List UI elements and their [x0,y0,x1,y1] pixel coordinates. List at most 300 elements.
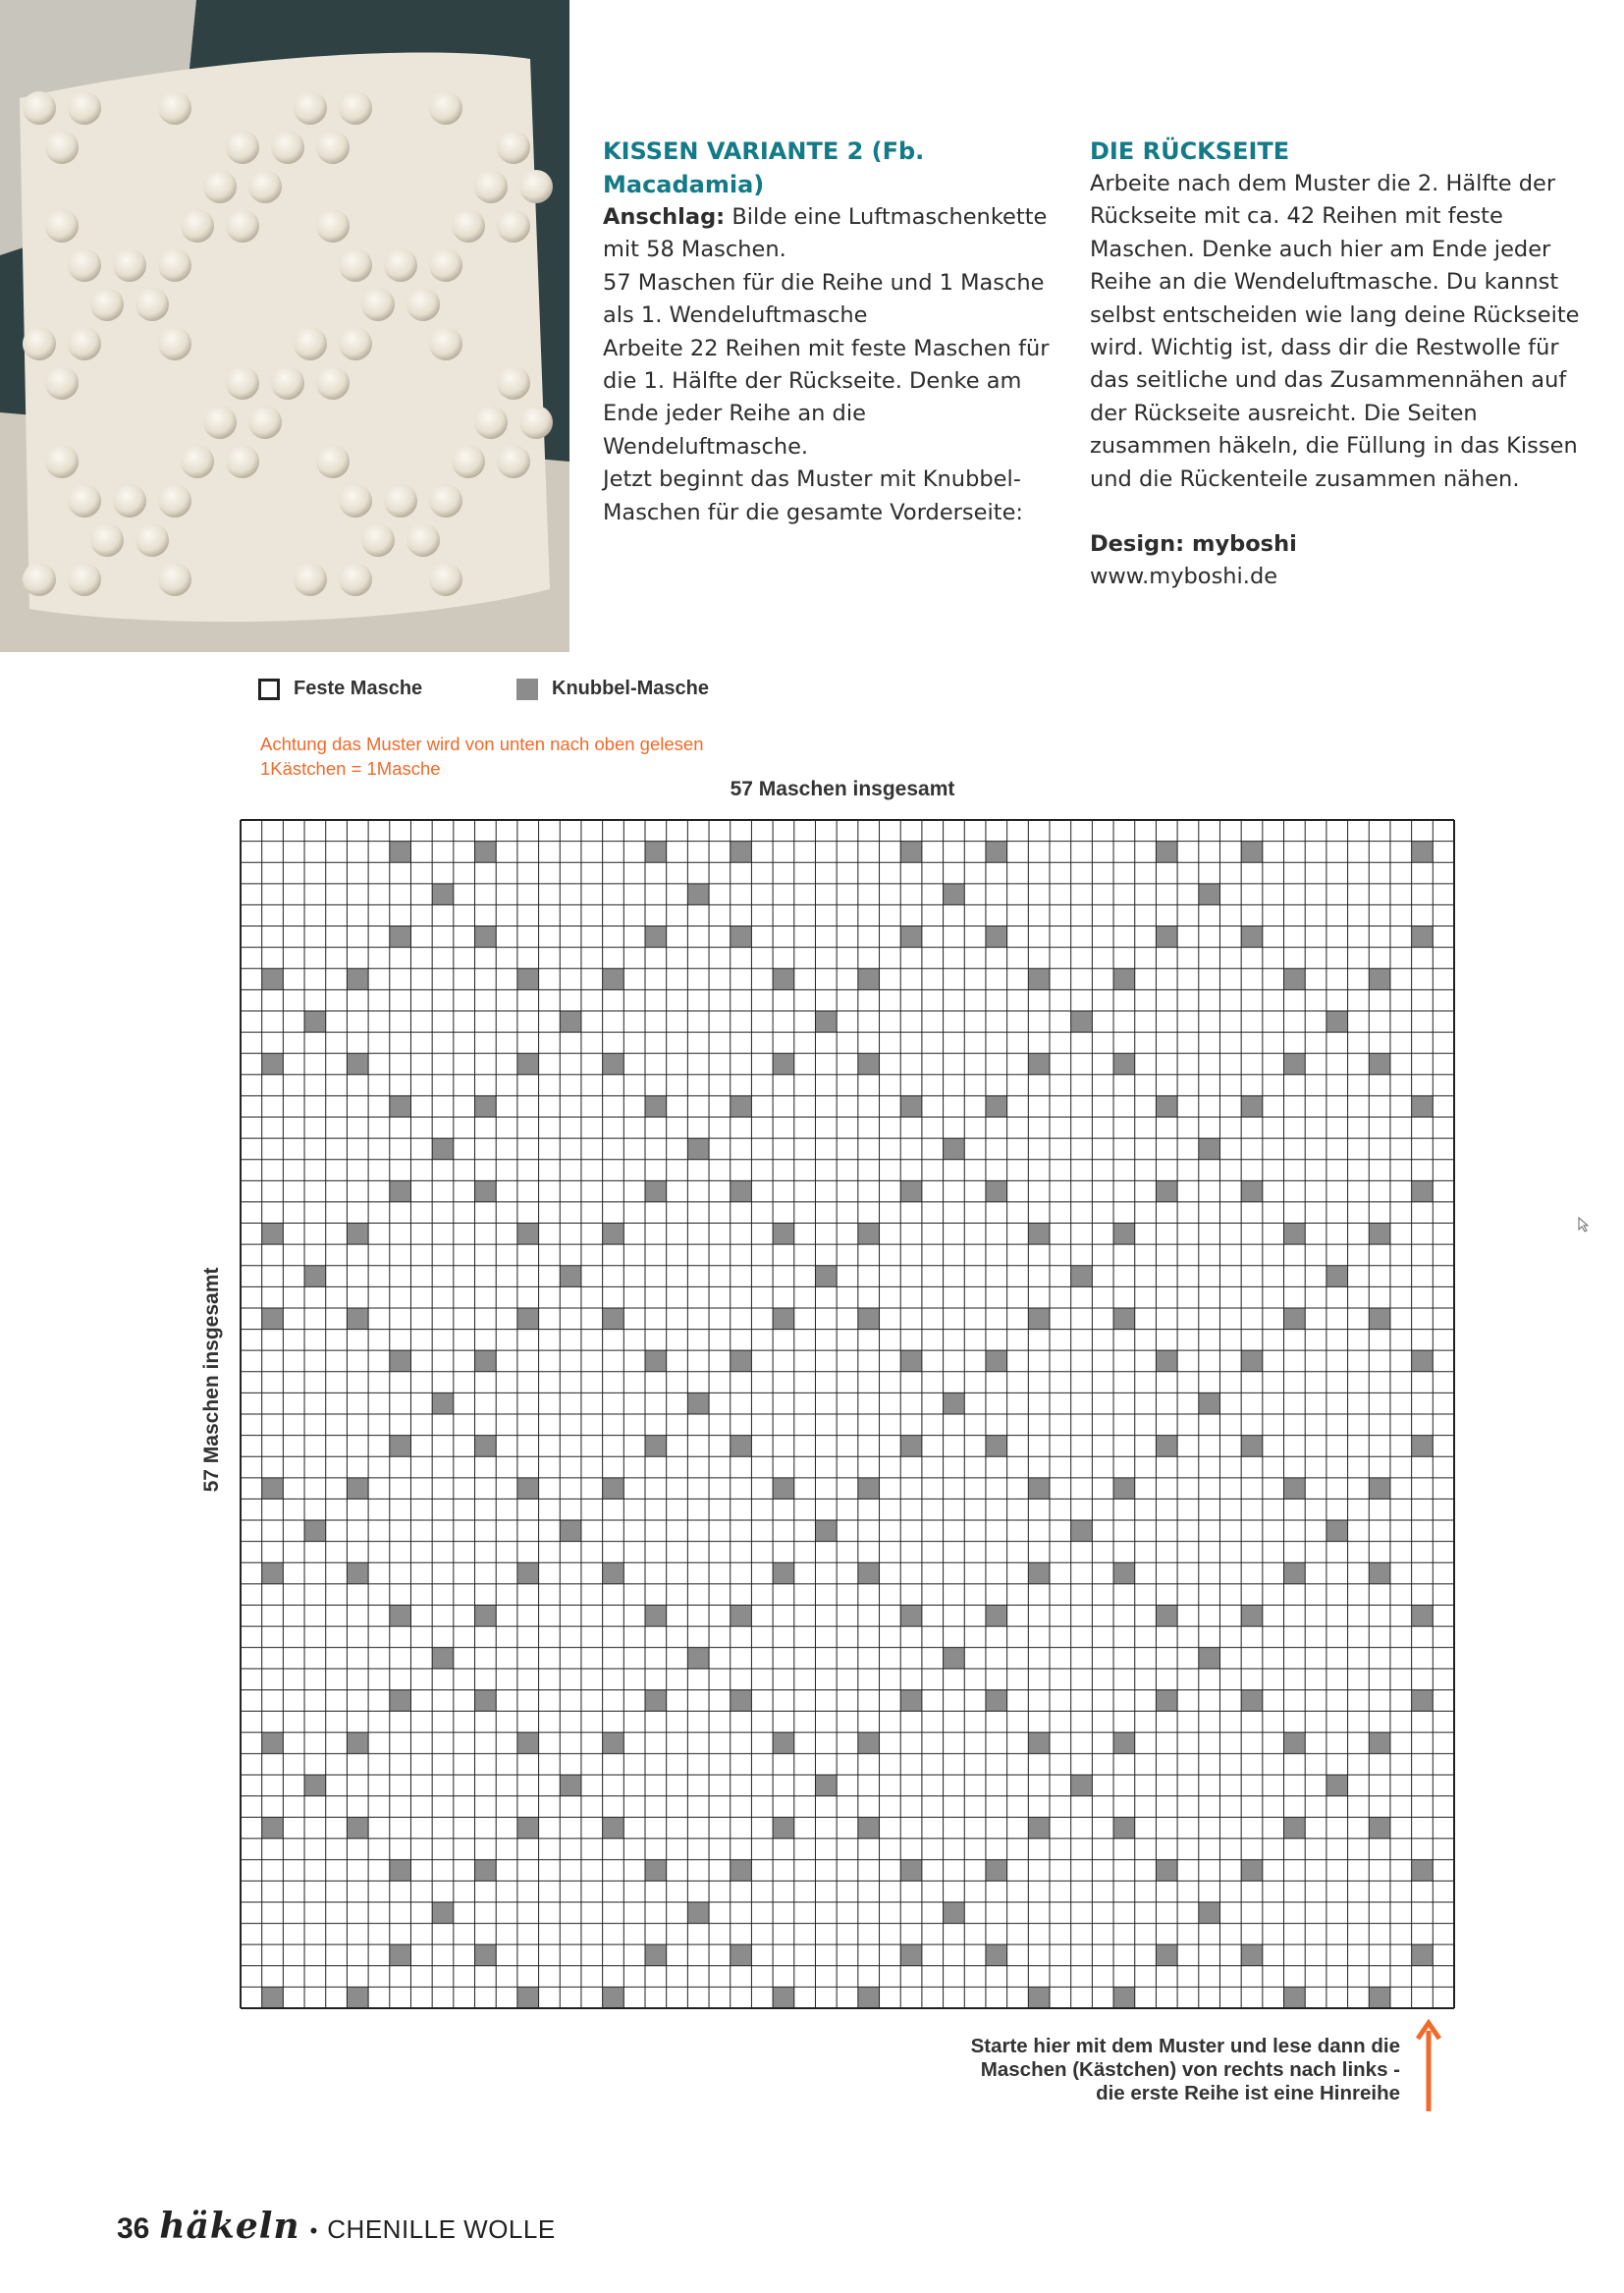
knubbel-cell [645,1860,667,1882]
knubbel-cell [1326,1520,1348,1542]
bobble [158,327,191,360]
knubbel-cell [304,1774,326,1796]
bobble [158,248,191,282]
bobble [248,406,282,439]
cast-on-paragraph [603,201,1064,267]
knubbel-cell [262,968,284,990]
bobble [23,327,56,360]
knubbel-cell [475,1605,497,1626]
knubbel-cell [645,1605,667,1626]
knubbel-cell [1412,1860,1434,1882]
knubbel-cell [731,1605,752,1626]
bobble [68,484,101,518]
paragraph: Arbeite 22 Reihen mit feste Maschen für die 1. Hälfte der Rückseite. Denke am Ende jeder Reihe an die Wendeluftmasche. [603,335,1050,460]
knubbel-cell [347,1224,368,1245]
bobble [45,209,79,243]
legend-label: Feste Masche [294,678,423,699]
knubbel-cell [304,1520,326,1542]
knubbel-cell [262,1562,284,1584]
bobble [226,366,259,400]
knubbel-cell [815,1774,837,1796]
knubbel-cell [1156,1690,1177,1712]
bobble [135,523,169,557]
legend-label: Knubbel-Masche [552,678,710,699]
knubbel-cell [262,1478,284,1500]
knubbel-cell [475,1436,497,1457]
knubbel-cell [1113,1818,1135,1839]
knubbel-cell [1199,1902,1220,1924]
knubbel-cell [390,1860,411,1882]
bobble [113,248,146,282]
knubbel-cell [986,1944,1007,1966]
instruction-line: Starte hier mit dem Muster und lese dann die [970,2035,1400,2057]
knubbel-cell [1156,1350,1177,1372]
bobble [339,91,372,125]
knubbel-cell [944,1902,965,1924]
knubbel-cell [986,1605,1007,1626]
knubbel-cell [731,842,752,863]
bobble [316,366,350,400]
knubbel-cell [603,1732,624,1754]
bobble [429,91,462,125]
knubbel-cell [517,968,539,990]
knubbel-cell [687,1392,709,1414]
knubbel-cell [1284,1732,1306,1754]
knubbel-cell [1241,1605,1263,1626]
knubbel-cell [262,1054,284,1075]
knubbel-cell [1412,1180,1434,1202]
knubbel-cell [347,1987,368,2008]
knubbel-cell [1028,968,1050,990]
bobble [406,288,440,321]
knubbel-cell [1241,1180,1263,1202]
knubbel-cell [773,1224,794,1245]
knubbel-cell [1241,1690,1263,1712]
knubbel-cell [1326,1266,1348,1287]
knubbel-cell [603,1818,624,1839]
bobble [497,366,530,400]
knubbel-cell [603,1478,624,1500]
knubbel-cell [900,926,922,948]
bobble [519,406,553,439]
knubbel-cell [517,1478,539,1500]
knubbel-cell [432,1138,454,1160]
bobble [68,91,101,125]
knubbel-cell [858,1818,880,1839]
design-label: Design: myboshi [1090,531,1297,558]
bobble [158,563,191,596]
knubbel-cell [986,842,1007,863]
knubbel-cell [645,1180,667,1202]
bobble [45,131,79,164]
mouse-cursor-icon [1578,1217,1590,1232]
knubbel-cell [1412,1944,1434,1966]
paragraph: Arbeite nach dem Muster die 2. Hälfte der Rückseite mit ca. 42 Reihen mit feste Maschen. Denke auch hier am Ende jeder Reihe an die Wendeluftmasche. Du kannst selbst entscheiden wie lang deine Rückseite wird. Wichtig ist, dass dir die Restwolle für das seitliche und das Zusammennähen auf der Rückseite ausreicht. Die Seiten zusammen häkeln, die Füllung in das Kissen und die Rückenteile zusammen nähen. [1090,171,1580,492]
separator-dot: • [309,2218,318,2243]
knubbel-cell [687,1902,709,1924]
knubbel-cell [1369,1732,1390,1754]
knubbel-cell [944,1138,965,1160]
knubbel-cell [1028,1224,1050,1245]
bobble [474,170,508,203]
knubbel-cell [986,1690,1007,1712]
bobble [203,170,237,203]
knubbel-cell [1369,1818,1390,1839]
section-pillow-variant-2 [603,135,1064,529]
knubbel-cell [687,884,709,905]
knubbel-cell [517,1818,539,1839]
bobble [135,288,169,321]
knubbel-cell [1113,1987,1135,2008]
knubbel-cell [1113,1054,1135,1075]
bobble [90,288,124,321]
knubbel-cell [1369,1054,1390,1075]
knubbel-cell [858,1478,880,1500]
knubbel-cell [1156,1860,1177,1882]
legend-item-knubbel [516,678,709,700]
knubbel-cell [390,1605,411,1626]
knubbel-cell [1028,1562,1050,1584]
bobble [68,248,101,282]
knubbel-cell [560,1774,581,1796]
knubbel-cell [560,1266,581,1287]
bobble [452,209,485,243]
knubbel-cell [1199,884,1220,905]
paragraph: Jetzt beginnt das Muster mit Knubbel-Maschen für die gesamte Vorderseite: [603,466,1023,525]
knubbel-cell [1369,1224,1390,1245]
knubbel-cell [475,1096,497,1118]
instruction-line: die erste Reihe ist eine Hinreihe [1096,2082,1400,2104]
page-number: 36 [117,2212,150,2245]
knubbel-cell [1369,1478,1390,1500]
knubbel-cell [475,926,497,948]
section-heading: KISSEN VARIANTE 2 (Fb. Macadamia) [603,137,925,198]
knubbel-cell [347,1478,368,1500]
knubbel-cell [731,1180,752,1202]
instruction-line: Maschen (Kästchen) von rechts nach links - [980,2058,1400,2081]
knubbel-cell [900,842,922,863]
knubbel-cell [262,1224,284,1245]
knubbel-cell [986,1096,1007,1118]
empty-square-icon [258,679,280,700]
section-name: CHENILLE WOLLE [327,2214,556,2244]
bobble [339,327,372,360]
bobble [226,131,259,164]
knubbel-cell [1284,1054,1306,1075]
design-credit [1090,528,1581,561]
knubbel-cell [1284,1987,1306,2008]
knubbel-cell [731,1860,752,1882]
knubbel-cell [475,1180,497,1202]
knubbel-cell [390,926,411,948]
knubbel-cell [1369,1562,1390,1584]
knubbel-cell [1241,1860,1263,1882]
knubbel-cell [1156,1436,1177,1457]
start-instructions [890,2035,1400,2105]
knubbel-cell [390,1096,411,1118]
knubbel-cell [858,1308,880,1330]
knubbel-cell [815,1520,837,1542]
knubbel-cell [1199,1392,1220,1414]
knubbel-cell [1241,1096,1263,1118]
knubbel-cell [517,1732,539,1754]
page-footer [117,2206,556,2247]
knubbel-cell [1113,1732,1135,1754]
knubbel-cell [390,1350,411,1372]
bobble [361,288,395,321]
knubbel-cell [262,1732,284,1754]
bobble [497,445,530,478]
knubbel-cell [858,1732,880,1754]
knubbel-cell [475,1860,497,1882]
bobble [316,131,350,164]
knubbel-cell [773,1818,794,1839]
knubbel-cell [390,1180,411,1202]
bobble [429,484,462,518]
bobble [68,563,101,596]
knubbel-cell [262,1818,284,1839]
knubbel-cell [645,1690,667,1712]
knubbel-cell [1369,1308,1390,1330]
bobble [429,327,462,360]
knubbel-cell [390,1690,411,1712]
arrow-up-icon [1415,2019,1442,2113]
knubbel-cell [517,1054,539,1075]
knubbel-cell [731,926,752,948]
knubbel-cell [603,1224,624,1245]
knubbel-cell [1156,842,1177,863]
knubbel-cell [773,1732,794,1754]
knubbel-cell [1113,1308,1135,1330]
knubbel-cell [773,1987,794,2008]
knubbel-cell [432,1392,454,1414]
knubbel-cell [1028,1987,1050,2008]
knubbel-cell [645,842,667,863]
knubbel-cell [900,1944,922,1966]
bobble [361,523,395,557]
knubbel-cell [1369,1987,1390,2008]
knubbel-cell [1113,968,1135,990]
knubbel-cell [603,968,624,990]
bobble [68,327,101,360]
knubbel-cell [645,1436,667,1457]
knubbel-cell [1071,1266,1093,1287]
knubbel-cell [560,1010,581,1032]
bobble [497,131,530,164]
knubbel-cell [858,1224,880,1245]
myboshi-link[interactable]: www.myboshi.de [1090,564,1278,590]
knubbel-cell [1241,842,1263,863]
bobble [519,170,553,203]
knubbel-cell [1412,1350,1434,1372]
bobble [226,209,259,243]
knubbel-cell [731,1350,752,1372]
stitch-chart [240,819,1455,2009]
knubbel-cell [603,1987,624,2008]
knubbel-cell [858,1562,880,1584]
knubbel-cell [390,1436,411,1457]
knubbel-cell [1412,1690,1434,1712]
bobble [271,366,304,400]
knubbel-cell [773,968,794,990]
bobble [226,445,259,478]
knubbel-cell [517,1562,539,1584]
knubbel-cell [1028,1818,1050,1839]
knubbel-cell [645,1350,667,1372]
knubbel-cell [390,842,411,863]
warning-line: Achtung das Muster wird von unten nach oben gelesen [260,734,704,754]
knubbel-cell [475,1690,497,1712]
knubbel-cell [347,1562,368,1584]
filled-square-icon [516,679,538,700]
knubbel-cell [560,1520,581,1542]
knubbel-cell [1241,1944,1263,1966]
knubbel-cell [986,1180,1007,1202]
bobble [248,170,282,203]
bobble [45,366,79,400]
knubbel-cell [1113,1224,1135,1245]
bobble [339,563,372,596]
knubbel-cell [773,1308,794,1330]
knubbel-cell [1156,1096,1177,1118]
knubbel-cell [900,1605,922,1626]
knubbel-cell [944,1648,965,1669]
bobble [45,445,79,478]
knubbel-cell [731,1096,752,1118]
knubbel-cell [645,1096,667,1118]
cast-on-label: Anschlag: [603,204,726,230]
knubbel-cell [347,1732,368,1754]
bobble [294,91,327,125]
knubbel-cell [1412,1096,1434,1118]
knubbel-cell [1326,1774,1348,1796]
knubbel-cell [900,1350,922,1372]
knubbel-cell [645,1944,667,1966]
knubbel-cell [858,1987,880,2008]
reading-warning [260,732,704,781]
knubbel-cell [1156,1605,1177,1626]
knubbel-cell [390,1944,411,1966]
knubbel-cell [773,1562,794,1584]
bobble [113,484,146,518]
knubbel-cell [645,926,667,948]
knubbel-cell [475,1944,497,1966]
knubbel-cell [1284,1818,1306,1839]
bobble [316,445,350,478]
knubbel-cell [603,1562,624,1584]
knubbel-cell [1284,1308,1306,1330]
knubbel-cell [347,968,368,990]
knubbel-cell [347,1818,368,1839]
knubbel-cell [603,1054,624,1075]
bobble [294,327,327,360]
bobble [384,248,417,282]
bobble [181,445,214,478]
knubbel-cell [432,1648,454,1669]
knubbel-cell [1241,1350,1263,1372]
knubbel-cell [1156,1944,1177,1966]
knubbel-cell [687,1648,709,1669]
knubbel-cell [1028,1478,1050,1500]
bobble [452,445,485,478]
knubbel-cell [815,1010,837,1032]
knubbel-cell [1412,1605,1434,1626]
knubbel-cell [731,1690,752,1712]
knubbel-cell [900,1436,922,1457]
bobble [23,91,56,125]
knubbel-cell [1284,968,1306,990]
knubbel-cell [1071,1774,1093,1796]
knubbel-cell [1028,1054,1050,1075]
knubbel-cell [475,842,497,863]
knubbel-cell [1113,1562,1135,1584]
knubbel-cell [1156,1180,1177,1202]
knubbel-cell [432,1902,454,1924]
knubbel-cell [1071,1520,1093,1542]
knubbel-cell [900,1690,922,1712]
knubbel-cell [1241,926,1263,948]
knubbel-cell [986,1350,1007,1372]
legend-item-feste [258,678,422,700]
knubbel-cell [815,1266,837,1287]
knubbel-cell [347,1308,368,1330]
knubbel-cell [432,884,454,905]
knubbel-cell [687,1138,709,1160]
knubbel-cell [731,1436,752,1457]
knubbel-cell [304,1266,326,1287]
knubbel-cell [347,1054,368,1075]
knubbel-cell [517,1308,539,1330]
section-heading: DIE RÜCKSEITE [1090,137,1290,165]
knubbel-cell [1199,1138,1220,1160]
knubbel-cell [1199,1648,1220,1669]
pillow-photo [0,0,569,652]
knubbel-cell [944,884,965,905]
knubbel-cell [1113,1478,1135,1500]
knubbel-cell [1241,1436,1263,1457]
knubbel-cell [858,968,880,990]
knubbel-cell [517,1224,539,1245]
knubbel-cell [986,1436,1007,1457]
magazine-brand: häkeln [159,2206,300,2247]
bobble [181,209,214,243]
knubbel-cell [731,1944,752,1966]
knubbel-cell [262,1308,284,1330]
paragraph: 57 Maschen für die Reihe und 1 Masche als 1. Wendeluftmasche [603,269,1045,329]
knubbel-cell [1284,1224,1306,1245]
knubbel-cell [304,1010,326,1032]
knubbel-cell [858,1054,880,1075]
knubbel-cell [773,1054,794,1075]
knubbel-cell [773,1478,794,1500]
knubbel-cell [1412,1436,1434,1457]
bobble [497,209,530,243]
knubbel-cell [603,1308,624,1330]
knubbel-cell [262,1987,284,2008]
bobble [158,484,191,518]
bobble [474,406,508,439]
knubbel-cell [944,1392,965,1414]
chart-top-label: 57 Maschen insgesamt [730,778,955,800]
bobble [203,406,237,439]
bobble [90,523,124,557]
section-back-side [1090,135,1581,594]
bobble [294,563,327,596]
knubbel-cell [1028,1308,1050,1330]
knubbel-cell [900,1860,922,1882]
knubbel-cell [1412,842,1434,863]
knubbel-cell [1284,1562,1306,1584]
